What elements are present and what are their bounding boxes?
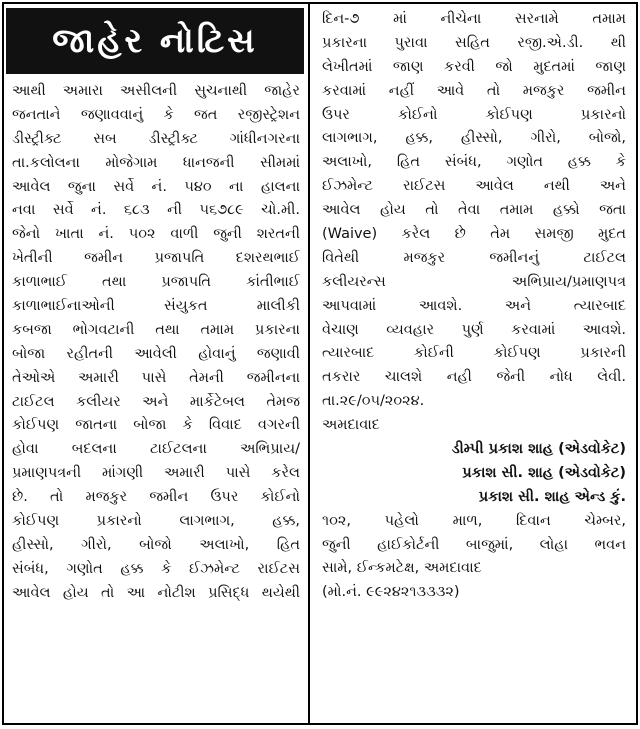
body-line: કબજા ભોગવટાની તથા તમામ પ્રકારના: [12, 321, 300, 338]
notice-date: તા.૨૯/૦૫/૨૦૨૪.: [322, 393, 425, 410]
body-line: સંબંધ, ગણોત હક્ક કે ઈઝમેન્ટ રાઈટસ: [12, 560, 300, 577]
body-line: ડીસ્ટ્રીક્ટ સબ ડીસ્ટ્રીક્ટ ગાંધીનગરના: [12, 130, 300, 147]
body-line: ટાઈટલ કલીયર અને માર્કેટેબલ તેમજ: [12, 393, 300, 410]
body-line: આવેલ હોય તો તેવા તમામ હક્કો જતા: [322, 202, 626, 219]
body-line: દિન-૭ માં નીચેના સરનામે તમામ: [322, 11, 626, 27]
body-line: આથી અમારા અસીલની સુચનાથી જાહેર: [12, 83, 300, 99]
body-line: કોઈપણ પ્રકારનો લાગભાગ, હક્ક,: [12, 513, 300, 530]
body-line: છે. તો મજકુર જમીન ઉપર કોઈનો: [12, 489, 300, 506]
body-line: હોવા બદલના ટાઈટલના અભિપ્રાય/: [12, 441, 300, 458]
body-line: (Waive) કરેલ છે તેમ સમજી મુદત: [322, 226, 626, 243]
body-line: વિતેથી મજકુર જમીનનું ટાઈટલ: [322, 249, 626, 266]
signatory-firm: પ્રકાશ સી. શાહ એન્ડ કું.: [478, 488, 626, 505]
body-line: લેખીતમાં જાણ કરવી જો મુદતમાં જાણ: [322, 58, 626, 75]
body-line: ઉપર કોઈનો કોઈપણ પ્રકારનો: [322, 106, 626, 123]
body-line: હીસ્સો, ગીરો, બોજો અલાખો, હિત: [12, 536, 300, 553]
address-line: જુની હાઈકોર્ટની બાજુમાં, લોહા ભવન: [322, 536, 626, 553]
phone-number: (મો.નં. ૯૯૨૪૨૧૩૩૩૨): [322, 584, 460, 601]
notice-title: જાહેર નોટિસ: [52, 21, 258, 61]
body-line: પ્રકારના પુરાવા સહિત રજી.એ.ડી. થી: [322, 34, 626, 51]
body-line: આવેલ હોય તો આ નોટીશ પ્રસિદ્ધ થયેથી: [12, 584, 300, 601]
signatory-2: પ્રકાશ સી. શાહ (એડવોકેટ): [462, 464, 626, 481]
body-line: જનતાને જણાવવાનું કે જત રજીસ્ટ્રેશન: [12, 106, 300, 123]
body-line: કાળાભાઈ તથા પ્રજાપતિ કાંતીભાઈ: [12, 274, 300, 291]
body-line: આપવામાં આવશે. અને ત્યારબાદ: [322, 297, 626, 314]
address-line: સામે, ઈન્કમટેક્ષ, અમદાવાદ: [322, 560, 482, 577]
body-line: કાળાભાઈનાઓની સંયુકત માલીકી: [12, 298, 300, 315]
body-line: વેચાણ વ્યવહાર પુર્ણ કરવામાં આવશે.: [322, 321, 626, 338]
right-column: [310, 4, 636, 723]
signatory-1: ડીમ્પી પ્રકાશ શાહ (એડવોકેટ): [451, 441, 626, 458]
notice-place: અમદાવાદ: [322, 417, 380, 434]
body-line: બોજા રહીતની આવેલી હોવાનું જણાવી: [12, 345, 300, 362]
body-line: પ્રમાણપત્રની માંગણી અમારી પાસે કરેલ: [12, 465, 300, 482]
body-line: ઈઝમેન્ટ રાઈટસ આવેલ નથી અને: [322, 178, 626, 195]
body-line: ખેતીની જમીન પ્રજાપતિ દશરથભાઈ: [12, 250, 300, 267]
body-line: આવેલ જુના સર્વે નં. ૫૪૦ ના હાલના: [12, 178, 300, 195]
title-banner: [6, 8, 304, 74]
body-line: લાગભાગ, હક્ક, હીસ્સો, ગીરો, બોજો,: [322, 130, 626, 147]
left-column: [4, 4, 310, 723]
right-body: [310, 4, 636, 605]
body-line: ત્યારબાદ કોઈની કોઈપણ પ્રકારની: [322, 345, 626, 362]
body-line: જેનો ખાતા નં. ૫૦૨ વાળી જુની શરતની: [12, 226, 300, 243]
body-line: કોઈપણ જાતના બોજા કે વિવાદ વગરની: [12, 417, 300, 434]
left-body: [4, 74, 308, 606]
body-line: તા.કલોલના મોજેગામ ધાનજની સીમમાં: [12, 154, 300, 171]
body-line: કરવામાં નહીં આવે તો મજકુર જમીન: [322, 82, 626, 99]
public-notice: [2, 2, 638, 725]
body-line: નવા સર્વે નં. ૬૮૩ ની ૫૬૭૮૯ ચો.મી.: [12, 202, 300, 219]
body-line: કલીયરન્સ અભિપ્રાય/પ્રમાણપત્ર: [322, 273, 626, 290]
body-line: તકરાર ચાલશે નહી જેની નોધ લેવી.: [322, 369, 626, 386]
body-line: અલાખો, હિત સંબંધ, ગણોત હક્ક કે: [322, 154, 626, 171]
address-line: ૧૦૨, પહેલો માળ, દિવાન ચેમ્બર,: [322, 512, 626, 529]
body-line: તેઓએ અમારી પાસે તેમની જમીનના: [12, 369, 300, 386]
